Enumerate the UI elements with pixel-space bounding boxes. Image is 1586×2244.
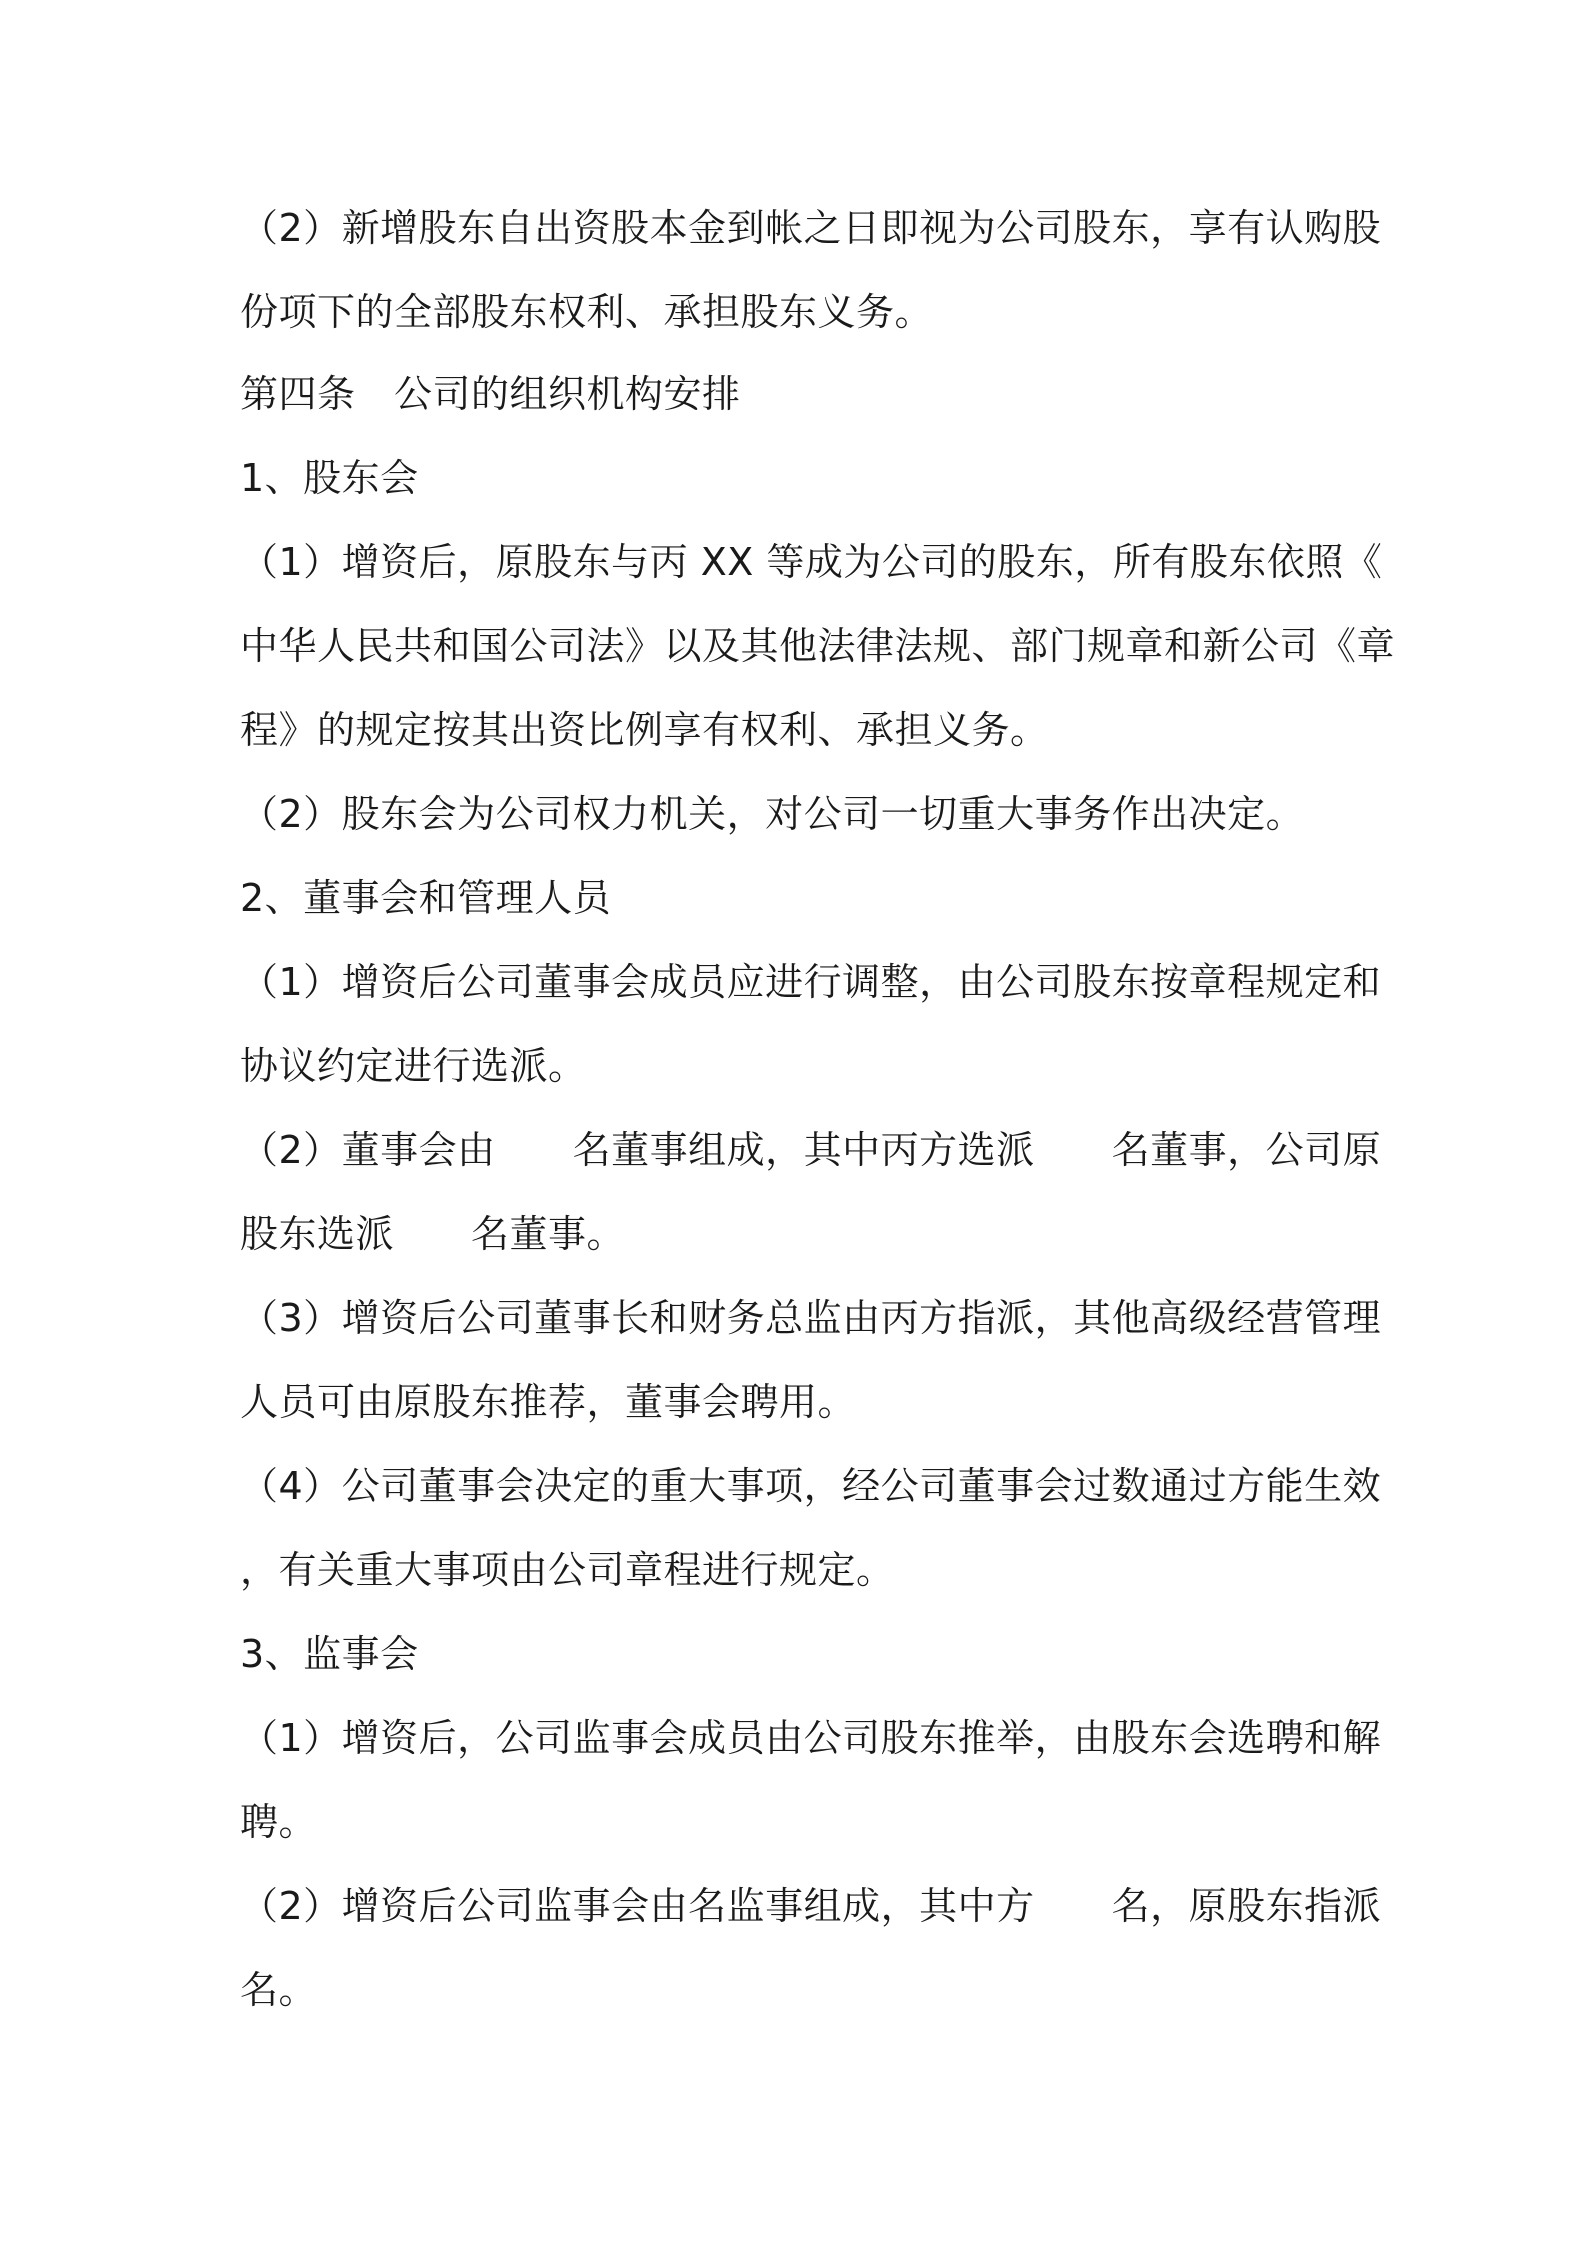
article-heading: 第四条 公司的组织机构安排 bbox=[240, 372, 741, 416]
paragraph-line: （1）增资后公司董事会成员应进行调整，由公司股东按章程规定和 bbox=[240, 960, 1382, 1004]
paragraph-line: （2）董事会由 名董事组成，其中丙方选派 名董事，公司原 bbox=[240, 1128, 1382, 1172]
paragraph-line: 聘。 bbox=[240, 1800, 318, 1844]
paragraph-line: （2）新增股东自出资股本金到帐之日即视为公司股东，享有认购股 bbox=[240, 206, 1382, 250]
section-heading-board: 2、董事会和管理人员 bbox=[240, 876, 612, 920]
paragraph-line: ，有关重大事项由公司章程进行规定。 bbox=[240, 1548, 895, 1592]
paragraph-line: 协议约定进行选派。 bbox=[240, 1044, 587, 1088]
paragraph-line: 中华人民共和国公司法》以及其他法律法规、部门规章和新公司《章 bbox=[240, 624, 1396, 668]
paragraph-line: 人员可由原股东推荐，董事会聘用。 bbox=[240, 1380, 857, 1424]
paragraph-line: 程》的规定按其出资比例享有权利、承担义务。 bbox=[240, 708, 1049, 752]
paragraph-line: （3）增资后公司董事长和财务总监由丙方指派，其他高级经营管理 bbox=[240, 1296, 1382, 1340]
paragraph-line: （2）股东会为公司权力机关，对公司一切重大事务作出决定。 bbox=[240, 792, 1305, 836]
paragraph-line: （4）公司董事会决定的重大事项，经公司董事会过数通过方能生效 bbox=[240, 1464, 1382, 1508]
paragraph-line: 名。 bbox=[240, 1968, 318, 2012]
section-heading-supervisory-board: 3、监事会 bbox=[240, 1632, 419, 1676]
paragraph-line: （1）增资后，公司监事会成员由公司股东推举，由股东会选聘和解 bbox=[240, 1716, 1382, 1760]
paragraph-line: （1）增资后，原股东与丙 XX 等成为公司的股东，所有股东依照《 bbox=[240, 540, 1383, 584]
section-heading-shareholders-meeting: 1、股东会 bbox=[240, 456, 419, 500]
paragraph-line: 份项下的全部股东权利、承担股东义务。 bbox=[240, 290, 934, 334]
paragraph-line: 股东选派 名董事。 bbox=[240, 1212, 626, 1256]
paragraph-line: （2）增资后公司监事会由名监事组成，其中方 名，原股东指派 bbox=[240, 1884, 1382, 1928]
